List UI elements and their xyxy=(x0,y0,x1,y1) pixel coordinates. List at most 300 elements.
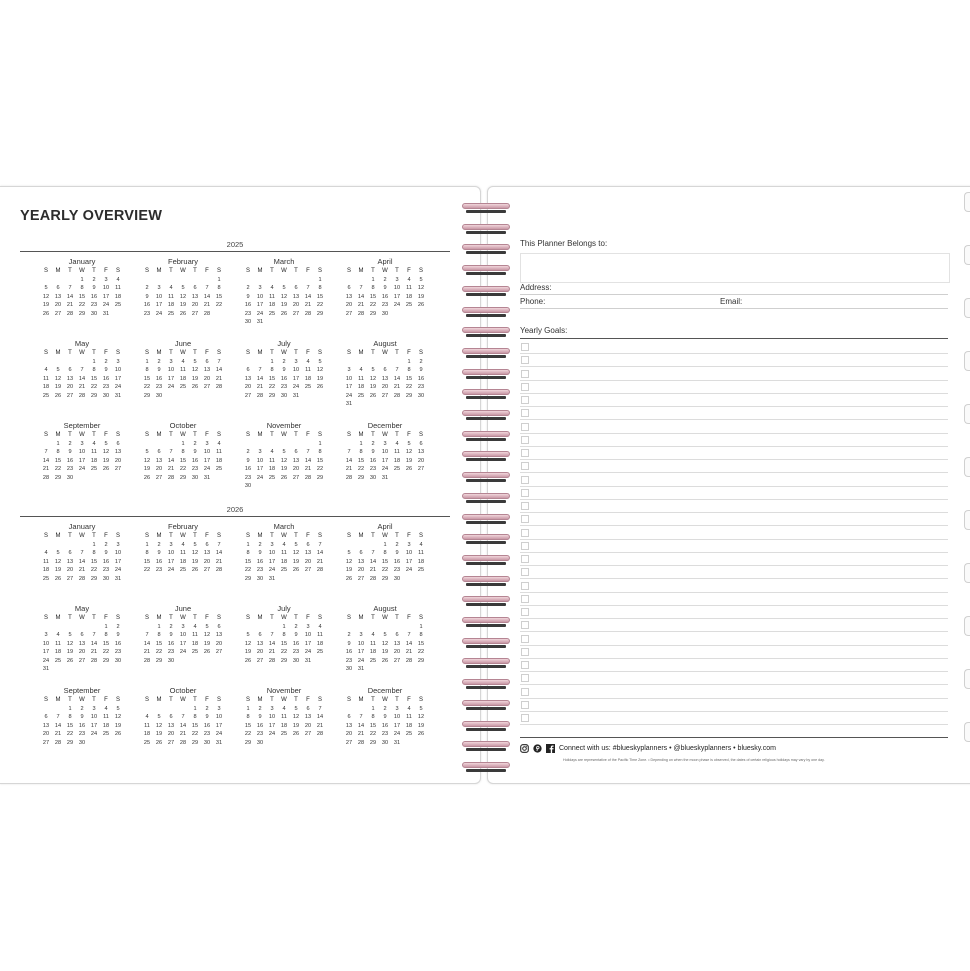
day-cell: 8 xyxy=(383,550,387,556)
day-cell: 1 xyxy=(383,541,387,548)
goal-row[interactable] xyxy=(520,698,948,712)
day-cell: 20 xyxy=(357,567,365,573)
day-cell: 26 xyxy=(381,657,389,664)
week-row xyxy=(141,713,225,722)
week-row xyxy=(242,366,326,375)
month-tab[interactable] xyxy=(964,404,970,424)
weekday-label: S xyxy=(418,533,423,539)
weekday-label: S xyxy=(115,268,120,274)
day-cell: 25 xyxy=(405,731,413,737)
day-cell: 12 xyxy=(191,550,199,556)
day-cell xyxy=(278,318,290,327)
week-row xyxy=(40,301,124,310)
month-calendar xyxy=(40,604,124,674)
week-row xyxy=(242,383,326,392)
day-cell: 3 xyxy=(116,358,120,365)
weekday-label: T xyxy=(294,350,298,356)
day-cell: 30 xyxy=(292,657,300,664)
goal-checkbox[interactable] xyxy=(521,568,529,576)
day-cell xyxy=(242,276,254,285)
day-cell: 27 xyxy=(393,657,401,664)
day-cell: 15 xyxy=(155,640,163,647)
day-cell: 3 xyxy=(395,705,399,712)
weekday-header xyxy=(141,349,225,358)
goal-row[interactable] xyxy=(520,486,948,500)
day-cell: 16 xyxy=(256,722,264,729)
day-cell: 15 xyxy=(54,457,62,464)
day-cell: 31 xyxy=(114,575,122,582)
owner-name-field[interactable] xyxy=(520,253,950,283)
day-cell xyxy=(141,705,153,714)
month-name: October xyxy=(169,421,197,430)
day-cell xyxy=(242,440,254,449)
day-cell: 21 xyxy=(143,649,151,655)
goal-row[interactable] xyxy=(520,605,948,619)
day-cell xyxy=(290,739,302,748)
day-cell: 26 xyxy=(280,310,288,317)
day-cell: 2 xyxy=(347,632,351,638)
day-cell: 16 xyxy=(417,375,425,382)
day-cell: 22 xyxy=(143,384,151,390)
day-cell xyxy=(314,392,326,401)
goal-checkbox[interactable] xyxy=(521,383,529,391)
day-cell xyxy=(266,482,278,491)
goal-row[interactable] xyxy=(520,367,948,381)
day-cell: 6 xyxy=(68,367,72,373)
goal-checkbox[interactable] xyxy=(521,555,529,563)
day-cell: 23 xyxy=(256,731,264,737)
weekday-label: T xyxy=(92,615,96,621)
day-cell: 22 xyxy=(268,384,276,390)
goal-checkbox[interactable] xyxy=(521,489,529,497)
month-tab[interactable] xyxy=(964,669,970,689)
month-tab[interactable] xyxy=(964,245,970,265)
month-calendar xyxy=(343,604,427,674)
goal-row[interactable] xyxy=(520,671,948,685)
day-cell: 11 xyxy=(180,367,186,373)
day-cell: 7 xyxy=(92,632,96,638)
goal-row[interactable] xyxy=(520,645,948,659)
goal-row[interactable] xyxy=(520,711,948,725)
week-row xyxy=(40,713,124,722)
goal-row[interactable] xyxy=(520,380,948,394)
week-row xyxy=(141,648,225,657)
day-cell: 23 xyxy=(244,310,252,317)
day-cell: 5 xyxy=(318,358,322,365)
day-cell: 27 xyxy=(191,310,199,317)
month-tab[interactable] xyxy=(964,351,970,371)
day-cell: 25 xyxy=(167,310,175,317)
month-tab[interactable] xyxy=(964,298,970,318)
day-cell: 17 xyxy=(357,649,365,655)
weekday-label: M xyxy=(358,268,364,274)
day-cell: 9 xyxy=(258,550,262,556)
day-cell: 10 xyxy=(345,375,353,382)
weekday-label: S xyxy=(346,432,351,438)
year-label: 2026 xyxy=(226,505,244,514)
week-row xyxy=(40,566,124,575)
weekday-label: T xyxy=(169,615,173,621)
day-cell: 17 xyxy=(381,457,389,464)
goal-row[interactable] xyxy=(520,685,948,699)
goal-checkbox[interactable] xyxy=(521,462,529,470)
day-cell xyxy=(266,318,278,327)
goal-checkbox[interactable] xyxy=(521,356,529,364)
day-cell: 5 xyxy=(205,623,209,630)
day-cell: 17 xyxy=(393,293,401,300)
day-cell: 7 xyxy=(359,714,363,720)
day-cell: 13 xyxy=(345,722,353,729)
goal-checkbox[interactable] xyxy=(521,714,529,722)
day-cell: 26 xyxy=(191,384,199,390)
goal-checkbox[interactable] xyxy=(521,423,529,431)
goal-row[interactable] xyxy=(520,618,948,632)
day-cell: 26 xyxy=(155,739,163,746)
week-row xyxy=(40,358,124,367)
week-row xyxy=(40,541,124,550)
goal-row[interactable] xyxy=(520,433,948,447)
day-cell: 8 xyxy=(282,632,286,638)
day-cell: 18 xyxy=(280,722,288,729)
day-cell: 21 xyxy=(357,302,365,308)
day-cell: 24 xyxy=(203,466,211,472)
month-calendar xyxy=(343,257,427,318)
weekday-label: M xyxy=(358,350,364,356)
day-cell: 23 xyxy=(292,649,300,655)
week-row xyxy=(343,474,427,483)
week-row xyxy=(343,366,427,375)
day-cell: 15 xyxy=(381,558,389,565)
day-cell: 21 xyxy=(78,567,86,573)
day-cell: 28 xyxy=(78,575,86,582)
month-tab[interactable] xyxy=(964,510,970,530)
day-cell: 6 xyxy=(80,632,84,638)
day-cell: 8 xyxy=(371,285,375,291)
day-cell: 17 xyxy=(90,722,98,729)
year-rule xyxy=(20,251,450,252)
goal-row[interactable] xyxy=(520,658,948,672)
day-cell: 26 xyxy=(405,466,413,472)
day-cell: 1 xyxy=(359,440,363,447)
day-cell: 23 xyxy=(167,649,175,655)
week-row xyxy=(242,465,326,474)
goal-row[interactable] xyxy=(520,539,948,553)
day-cell: 6 xyxy=(217,623,221,630)
goal-checkbox[interactable] xyxy=(521,343,529,351)
day-cell: 6 xyxy=(169,714,173,720)
day-cell: 10 xyxy=(405,550,413,556)
day-cell: 11 xyxy=(43,375,49,382)
pinterest-icon[interactable] xyxy=(533,744,542,753)
month-calendar xyxy=(343,421,427,482)
day-cell xyxy=(201,392,213,401)
goal-row[interactable] xyxy=(520,565,948,579)
goal-checkbox[interactable] xyxy=(521,661,529,669)
day-cell xyxy=(40,705,52,714)
day-cell: 3 xyxy=(169,541,173,548)
goal-checkbox[interactable] xyxy=(521,648,529,656)
day-cell: 2 xyxy=(246,449,250,455)
goal-checkbox[interactable] xyxy=(521,502,529,510)
day-cell: 24 xyxy=(256,474,264,481)
day-cell xyxy=(391,474,403,483)
day-cell: 1 xyxy=(318,440,322,447)
day-cell: 22 xyxy=(102,649,110,655)
day-cell: 17 xyxy=(256,302,264,308)
day-cell: 14 xyxy=(90,640,98,647)
goal-row[interactable] xyxy=(520,459,948,473)
week-row xyxy=(242,722,326,731)
day-cell xyxy=(391,665,403,674)
day-cell: 27 xyxy=(345,739,353,746)
day-cell xyxy=(177,392,189,401)
month-tab[interactable] xyxy=(964,457,970,477)
day-cell: 21 xyxy=(316,558,324,565)
day-cell: 20 xyxy=(345,731,353,737)
day-cell: 14 xyxy=(78,375,86,382)
day-cell: 24 xyxy=(167,384,175,390)
day-cell: 27 xyxy=(215,649,223,655)
goal-row[interactable] xyxy=(520,552,948,566)
goal-checkbox[interactable] xyxy=(521,476,529,484)
goal-row[interactable] xyxy=(520,526,948,540)
month-tab[interactable] xyxy=(964,563,970,583)
day-cell: 18 xyxy=(393,457,401,464)
day-cell: 26 xyxy=(143,474,151,481)
facebook-icon[interactable] xyxy=(546,744,555,753)
month-name: March xyxy=(273,522,295,531)
day-cell xyxy=(266,440,278,449)
goal-checkbox[interactable] xyxy=(521,674,529,682)
day-cell: 4 xyxy=(44,367,48,373)
week-row xyxy=(242,276,326,285)
day-cell: 10 xyxy=(179,632,187,638)
day-cell xyxy=(302,392,314,401)
day-cell: 2 xyxy=(104,541,108,548)
phone-email-line[interactable] xyxy=(520,308,948,309)
day-cell xyxy=(403,739,415,748)
weekday-label: S xyxy=(245,697,250,703)
day-cell xyxy=(52,623,64,632)
day-cell xyxy=(391,400,403,409)
day-cell: 6 xyxy=(359,550,363,556)
month-tab[interactable] xyxy=(964,722,970,742)
day-cell: 10 xyxy=(393,285,401,291)
goal-checkbox[interactable] xyxy=(521,582,529,590)
day-cell: 31 xyxy=(393,739,401,746)
goal-row[interactable] xyxy=(520,353,948,367)
day-cell: 6 xyxy=(347,714,351,720)
day-cell: 25 xyxy=(280,731,288,737)
day-cell: 4 xyxy=(395,440,399,447)
day-cell: 19 xyxy=(66,649,74,655)
goal-checkbox[interactable] xyxy=(521,515,529,523)
goal-row[interactable] xyxy=(520,632,948,646)
week-row xyxy=(343,705,427,714)
day-cell: 9 xyxy=(116,632,120,638)
goal-row[interactable] xyxy=(520,406,948,420)
day-cell: 25 xyxy=(179,384,187,390)
weekday-header xyxy=(141,532,225,541)
day-cell xyxy=(254,623,266,632)
coil-ring xyxy=(462,265,510,271)
week-row xyxy=(242,482,326,491)
day-cell: 15 xyxy=(369,722,377,729)
day-cell: 27 xyxy=(345,310,353,317)
goal-row[interactable] xyxy=(520,393,948,407)
day-cell xyxy=(52,276,64,285)
day-cell xyxy=(52,665,64,674)
day-cell: 24 xyxy=(304,649,312,655)
goal-checkbox[interactable] xyxy=(521,608,529,616)
goal-checkbox[interactable] xyxy=(521,409,529,417)
goal-checkbox[interactable] xyxy=(521,635,529,643)
day-cell: 26 xyxy=(66,657,74,664)
goal-checkbox[interactable] xyxy=(521,529,529,537)
day-cell: 28 xyxy=(405,657,413,664)
day-cell: 19 xyxy=(369,384,377,390)
week-row xyxy=(40,276,124,285)
day-cell xyxy=(52,358,64,367)
weekday-label: F xyxy=(104,432,108,438)
month-calendar xyxy=(343,522,427,583)
day-cell: 7 xyxy=(169,449,173,455)
day-cell: 11 xyxy=(168,293,174,300)
day-cell: 1 xyxy=(157,623,161,630)
day-cell: 18 xyxy=(42,384,50,390)
day-cell: 29 xyxy=(155,657,163,664)
day-cell xyxy=(314,482,326,491)
day-cell: 21 xyxy=(268,649,276,655)
goal-row[interactable] xyxy=(520,592,948,606)
day-cell: 20 xyxy=(66,384,74,390)
day-cell: 26 xyxy=(417,731,425,737)
week-row xyxy=(141,358,225,367)
weekday-label: W xyxy=(382,350,388,356)
day-cell xyxy=(213,310,225,319)
day-cell xyxy=(189,392,201,401)
weekday-label: W xyxy=(382,533,388,539)
day-cell: 17 xyxy=(42,649,50,655)
day-cell: 22 xyxy=(143,567,151,573)
week-row xyxy=(141,383,225,392)
day-cell: 11 xyxy=(406,714,412,720)
day-cell: 23 xyxy=(143,310,151,317)
email-label: Email: xyxy=(720,297,743,306)
day-cell xyxy=(52,541,64,550)
day-cell: 1 xyxy=(419,623,423,630)
day-cell: 13 xyxy=(66,558,74,565)
week-row xyxy=(343,358,427,367)
goal-checkbox[interactable] xyxy=(521,436,529,444)
goal-row[interactable] xyxy=(520,499,948,513)
day-cell: 1 xyxy=(92,358,96,365)
day-cell: 4 xyxy=(44,550,48,556)
coil-ring xyxy=(462,534,510,540)
day-cell: 25 xyxy=(268,474,276,481)
goal-row[interactable] xyxy=(520,473,948,487)
day-cell: 5 xyxy=(419,276,423,283)
weekday-label: S xyxy=(216,350,221,356)
month-calendar xyxy=(141,257,225,318)
weekday-label: T xyxy=(68,432,72,438)
coil-ring xyxy=(462,700,510,706)
day-cell: 3 xyxy=(383,440,387,447)
goal-checkbox[interactable] xyxy=(521,542,529,550)
day-cell: 9 xyxy=(246,457,250,464)
day-cell: 30 xyxy=(66,474,74,481)
day-cell: 15 xyxy=(78,293,86,300)
goal-row[interactable] xyxy=(520,446,948,460)
weekday-label: T xyxy=(371,533,375,539)
day-cell xyxy=(64,276,76,285)
day-cell xyxy=(379,665,391,674)
day-cell: 8 xyxy=(193,714,197,720)
day-cell: 15 xyxy=(316,293,324,300)
day-cell: 28 xyxy=(179,739,187,746)
goal-row[interactable] xyxy=(520,512,948,526)
goal-checkbox[interactable] xyxy=(521,396,529,404)
day-cell: 12 xyxy=(417,714,425,720)
weekday-label: S xyxy=(346,697,351,703)
goal-checkbox[interactable] xyxy=(521,701,529,709)
weekday-label: W xyxy=(281,268,287,274)
day-cell: 30 xyxy=(369,474,377,481)
day-cell: 4 xyxy=(116,276,120,283)
address-line[interactable] xyxy=(520,294,948,295)
goal-row[interactable] xyxy=(520,420,948,434)
instagram-icon[interactable] xyxy=(520,744,529,753)
day-cell: 18 xyxy=(114,293,122,300)
weekday-label: T xyxy=(294,615,298,621)
goal-checkbox[interactable] xyxy=(521,370,529,378)
day-cell: 3 xyxy=(116,541,120,548)
day-cell: 11 xyxy=(115,285,121,291)
day-cell: 17 xyxy=(292,375,300,382)
day-cell: 13 xyxy=(417,449,425,455)
month-tab[interactable] xyxy=(964,616,970,636)
day-cell: 3 xyxy=(258,449,262,455)
day-cell: 14 xyxy=(179,722,187,729)
day-cell: 23 xyxy=(369,466,377,472)
weekday-label: F xyxy=(104,615,108,621)
weekday-label: M xyxy=(257,432,263,438)
month-tab[interactable] xyxy=(964,192,970,212)
day-cell: 9 xyxy=(92,285,96,291)
day-cell: 1 xyxy=(282,623,286,630)
day-cell: 14 xyxy=(167,457,175,464)
goal-row[interactable] xyxy=(520,579,948,593)
goal-row[interactable] xyxy=(520,340,948,354)
goal-checkbox[interactable] xyxy=(521,595,529,603)
week-row xyxy=(343,301,427,310)
goal-checkbox[interactable] xyxy=(521,621,529,629)
week-row xyxy=(242,440,326,449)
goal-checkbox[interactable] xyxy=(521,449,529,457)
month-calendar xyxy=(242,604,326,665)
day-cell: 8 xyxy=(318,449,322,455)
goal-checkbox[interactable] xyxy=(521,688,529,696)
day-cell: 4 xyxy=(181,541,185,548)
week-row xyxy=(141,722,225,731)
day-cell: 3 xyxy=(294,358,298,365)
day-cell: 13 xyxy=(203,367,211,373)
day-cell: 4 xyxy=(419,541,423,548)
weekday-label: M xyxy=(55,533,61,539)
day-cell: 16 xyxy=(114,640,122,647)
day-cell: 27 xyxy=(54,310,62,317)
day-cell xyxy=(76,623,88,632)
